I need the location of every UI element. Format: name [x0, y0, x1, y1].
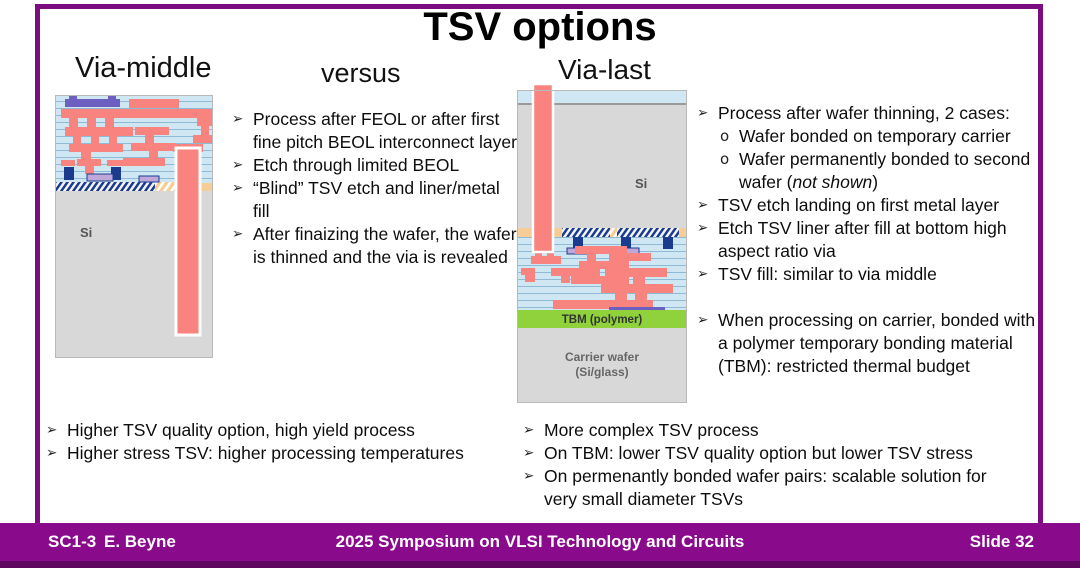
bullet-text: On TBM: lower TSV quality option but lower TSV stress [544, 443, 973, 463]
arrow-bullet-icon: ➢ [523, 422, 535, 438]
list-item [697, 263, 1047, 286]
bullet-text: Higher TSV quality option, high yield process [67, 420, 415, 440]
bullet-text: Higher stress TSV: higher processing temperatures [67, 443, 464, 463]
arrow-bullet-icon: ➢ [697, 266, 709, 282]
arrow-bullet-icon: ➢ [232, 157, 244, 173]
bullet-text: Etch TSV liner after fill at bottom high aspect ratio via [718, 218, 1007, 261]
bullet-text: Etch through limited BEOL [253, 155, 460, 175]
bullet-text: “Blind” TSV etch and liner/metal fill [253, 178, 500, 221]
bullet-text: Process after FEOL or after first fine pitch BEOL interconnect layer [253, 109, 517, 152]
via-last-bullet-list [697, 102, 1047, 378]
si-substrate-label: Si [635, 176, 648, 191]
arrow-bullet-icon: ➢ [523, 468, 535, 484]
footer-bottom-strip [0, 561, 1080, 568]
bullet-text: After finaizing the wafer, the wafer is thinned and the via is revealed [253, 224, 517, 267]
list-item [523, 442, 1023, 465]
arrow-bullet-icon: ➢ [232, 226, 244, 242]
column-header-via-middle: Via-middle [75, 52, 212, 84]
arrow-bullet-icon: ➢ [697, 197, 709, 213]
list-item [46, 419, 526, 442]
footer-conference-title: 2025 Symposium on VLSI Technology and Circuits [335, 532, 745, 551]
via-middle-summary-list [46, 419, 526, 465]
sub-list-item [720, 125, 1047, 148]
bullet-text: When processing on carrier, bonded with a polymer temporary bonding material (TBM): restricted thermal budget [718, 310, 1036, 376]
arrow-bullet-icon: ➢ [46, 445, 58, 461]
bullet-text: TSV fill: similar to via middle [718, 264, 937, 284]
arrow-bullet-icon: ➢ [697, 105, 709, 121]
via-middle-bullet-list [232, 108, 520, 269]
arrow-bullet-icon: ➢ [232, 111, 244, 127]
italic-note: not shown [792, 172, 873, 192]
list-item [46, 442, 526, 465]
list-item [523, 465, 1023, 511]
via-last-summary-list [523, 419, 1023, 511]
carrier-wafer-label-line1: Carrier wafer [564, 350, 640, 364]
si-substrate-label: Si [80, 225, 93, 240]
tbm-layer-label: TBM (polymer) [561, 314, 643, 326]
footer-author: E. Beyne [104, 532, 176, 551]
list-item [232, 177, 520, 223]
list-item [697, 309, 1047, 378]
footer-slide-number: Slide 32 [969, 532, 1034, 551]
list-item [523, 419, 1023, 442]
bullet-text: Process after wafer thinning, 2 cases: [718, 103, 1010, 123]
arrow-bullet-icon: ➢ [697, 220, 709, 236]
column-header-via-last: Via-last [558, 54, 651, 85]
column-header-versus: versus [321, 58, 401, 88]
list-item [697, 194, 1047, 217]
footer-bar [0, 523, 1080, 568]
tsv-via-middle [176, 148, 200, 335]
bullet-text: Wafer permanently bonded to second wafer (not shown) [739, 149, 1031, 192]
tsv-via-last [533, 84, 553, 252]
slide-title: TSV options [423, 5, 657, 49]
list-item [232, 223, 520, 269]
bullet-text: Wafer bonded on temporary carrier [739, 126, 1011, 146]
list-item [697, 217, 1047, 263]
arrow-bullet-icon: ➢ [46, 422, 58, 438]
via-last-cross-section-diagram [517, 84, 687, 403]
list-item [232, 154, 520, 177]
arrow-bullet-icon: ➢ [697, 312, 709, 328]
via-middle-cross-section-diagram [55, 95, 213, 358]
bullet-text: On permenantly bonded wafer pairs: scalable solution for very small diameter TSVs [544, 466, 987, 509]
carrier-wafer-label-line2: (Si/glass) [575, 365, 629, 379]
sub-list-item [720, 148, 1047, 194]
arrow-bullet-icon: ➢ [523, 445, 535, 461]
footer-session-code: SC1-3 [48, 532, 97, 551]
circle-bullet-icon: o [720, 150, 730, 168]
bullet-text: More complex TSV process [544, 420, 759, 440]
bullet-text: TSV etch landing on first metal layer [718, 195, 1000, 215]
circle-bullet-icon: o [720, 127, 730, 145]
list-item [232, 108, 520, 154]
arrow-bullet-icon: ➢ [232, 180, 244, 196]
list-item [697, 102, 1047, 125]
